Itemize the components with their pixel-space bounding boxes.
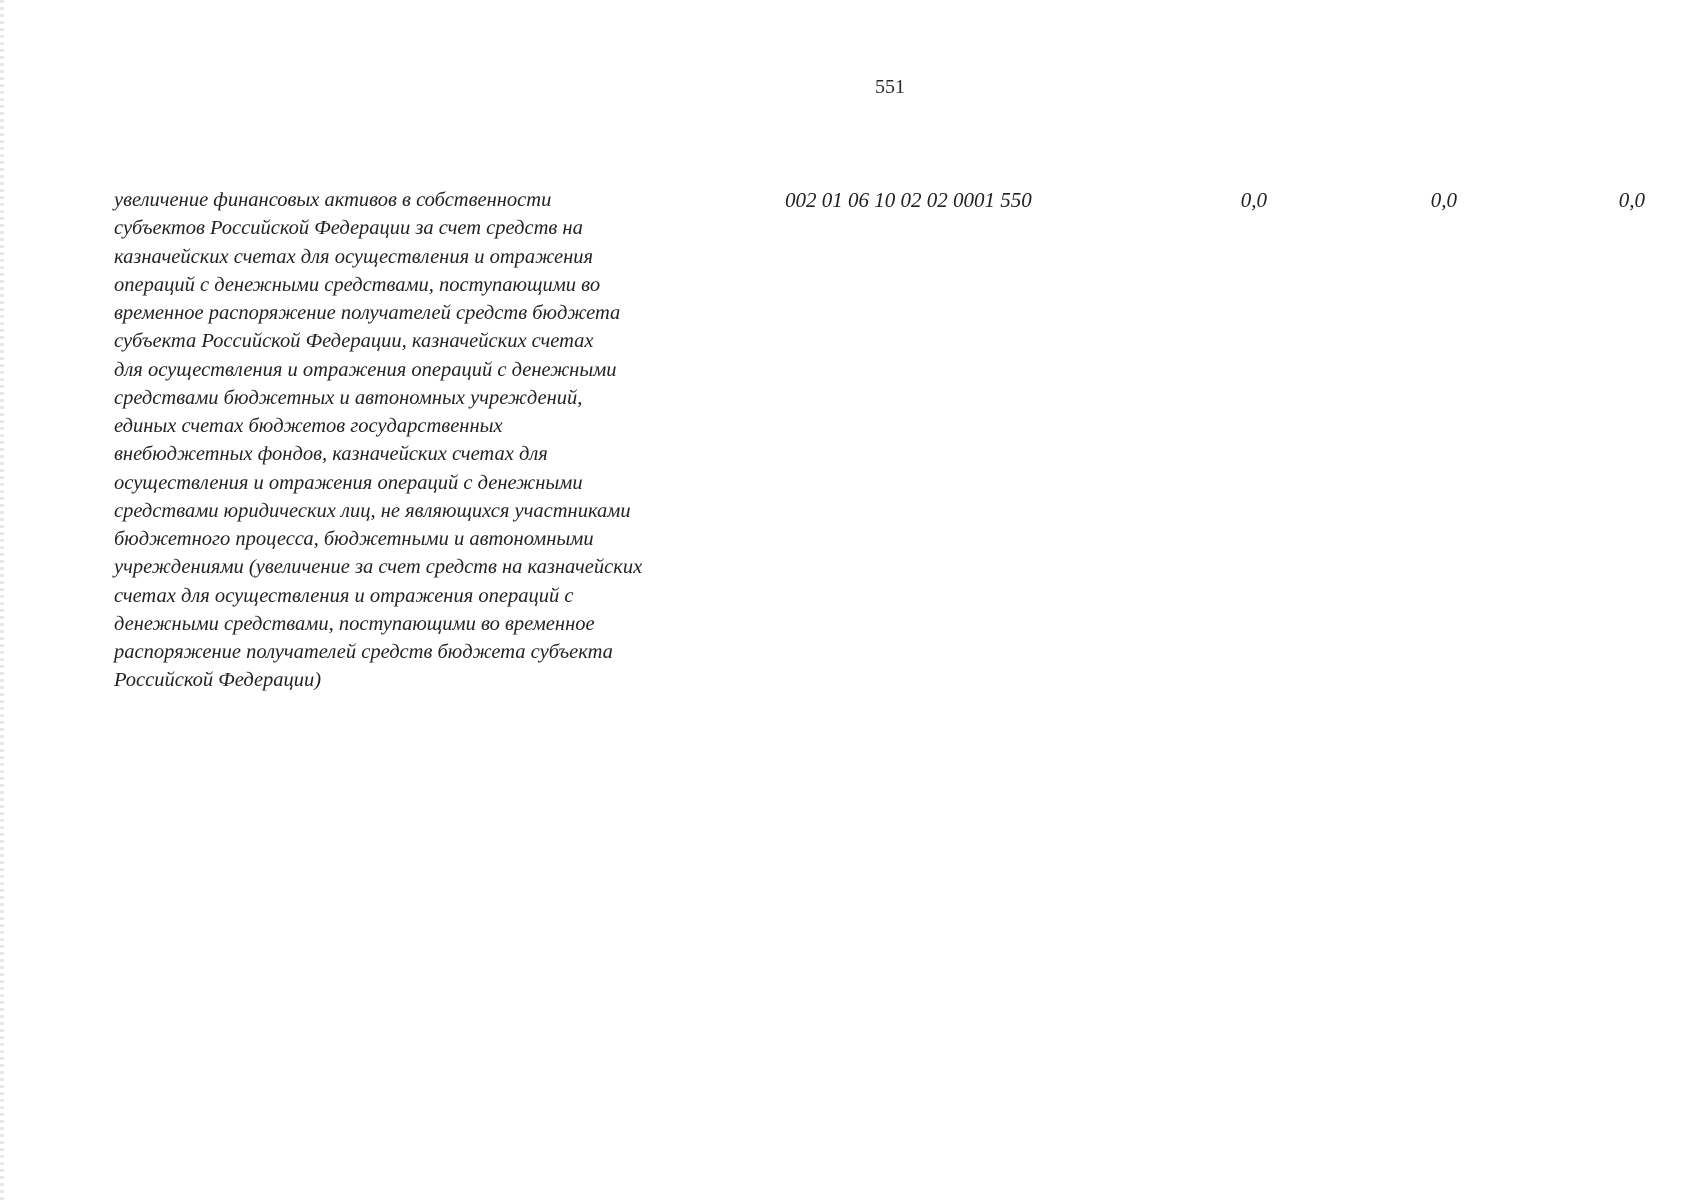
description-line: субъектов Российской Федерации за счет средств на: [114, 217, 583, 240]
description-line: для осуществления и отражения операций с денежными: [114, 358, 617, 381]
description-line: внебюджетных фондов, казначейских счетах для: [114, 443, 548, 466]
description-line: единых счетах бюджетов государственных: [114, 415, 503, 437]
amount-year-2: 0,0: [1430, 188, 1457, 212]
description-line: бюджетного процесса, бюджетными и автономными: [114, 528, 594, 550]
page-number: 551: [875, 76, 905, 98]
row-description: [114, 186, 754, 695]
description-line: средствами юридических лиц, не являющихся участниками: [114, 499, 631, 522]
description-line: учреждениями (увеличение за счет средств на казначейских: [114, 556, 643, 579]
scan-edge: [0, 0, 4, 1200]
description-line: денежными средствами, поступающими во временное: [114, 612, 595, 635]
amount-year-1: 0,0: [1240, 188, 1267, 212]
description-line: увеличение финансовых активов в собственности: [114, 189, 552, 211]
budget-classification-code: 002 01 06 10 02 02 0001 550: [785, 188, 1032, 212]
description-line: временное распоряжение получателей средств бюджета: [114, 302, 621, 324]
description-line: Российской Федерации): [114, 669, 322, 692]
description-line: операций с денежными средствами, поступающими во: [114, 273, 601, 296]
description-line: казначейских счетах для осуществления и отражения: [114, 245, 594, 268]
description-line: осуществления и отражения операций с денежными: [114, 471, 583, 494]
amount-year-3: 0,0: [1618, 188, 1645, 212]
description-line: распоряжение получателей средств бюджета субъекта: [114, 641, 613, 663]
description-line: средствами бюджетных и автономных учреждений,: [114, 386, 583, 409]
description-line: субъекта Российской Федерации, казначейских счетах: [114, 330, 594, 353]
description-line: счетах для осуществления и отражения операций с: [114, 584, 574, 607]
